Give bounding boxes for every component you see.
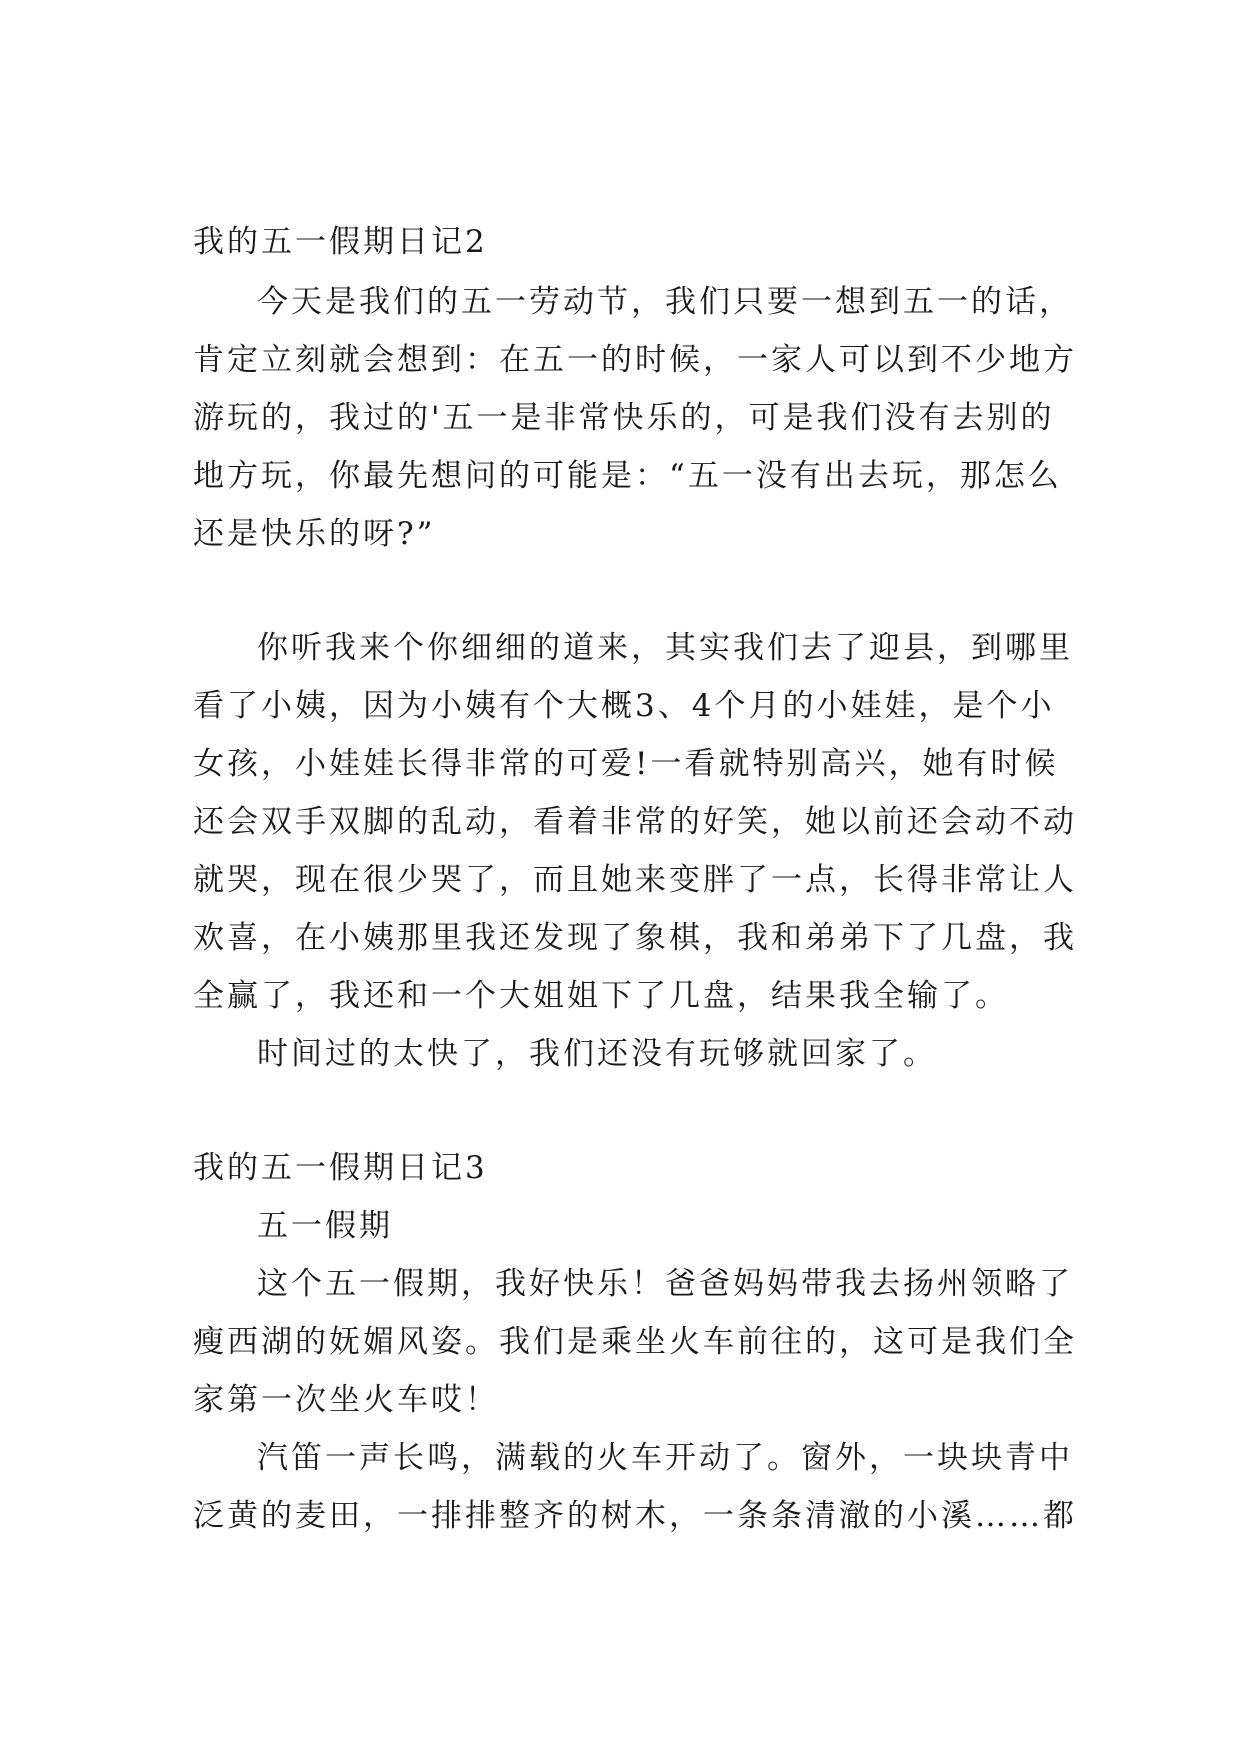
paragraph-line: 就哭，现在很少哭了，而且她来变胖了一点，长得非常让人 bbox=[193, 862, 1077, 898]
paragraph-line: 游玩的，我过的'五一是非常快乐的，可是我们没有去别的 bbox=[193, 400, 1055, 436]
paragraph-line: 汽笛一声长鸣，满载的火车开动了。窗外，一块块青中 bbox=[257, 1440, 1073, 1476]
paragraph-line: 全赢了，我还和一个大姐姐下了几盘，结果我全输了。 bbox=[193, 978, 1009, 1014]
paragraph-line: 还是快乐的呀?” bbox=[193, 516, 436, 552]
paragraph-line: 地方玩，你最先想问的可能是：“五一没有出去玩，那怎么 bbox=[193, 458, 1062, 494]
paragraph-line: 欢喜，在小姨那里我还发现了象棋，我和弟弟下了几盘，我 bbox=[193, 920, 1077, 956]
paragraph-line: 时间过的太快了，我们还没有玩够就回家了。 bbox=[257, 1036, 937, 1072]
paragraph-line: 家第一次坐火车哎！ bbox=[193, 1382, 499, 1418]
section-title: 我的五一假期日记2 bbox=[193, 224, 488, 260]
paragraph-line: 你听我来个你细细的道来，其实我们去了迎县，到哪里 bbox=[257, 630, 1073, 666]
paragraph-line: 看了小姨，因为小姨有个大概3、4个月的小娃娃，是个小 bbox=[193, 688, 1055, 724]
paragraph-line: 泛黄的麦田，一排排整齐的树木，一条条清澈的小溪……都 bbox=[193, 1498, 1077, 1534]
paragraph-line: 女孩，小娃娃长得非常的可爱!一看就特别高兴，她有时候 bbox=[193, 746, 1059, 782]
paragraph-line: 还会双手双脚的乱动，看着非常的好笑，她以前还会动不动 bbox=[193, 804, 1077, 840]
paragraph-line: 肯定立刻就会想到：在五一的时候，一家人可以到不少地方 bbox=[193, 342, 1077, 378]
section-subtitle: 五一假期 bbox=[257, 1208, 393, 1244]
paragraph-line: 今天是我们的五一劳动节，我们只要一想到五一的话， bbox=[257, 284, 1073, 320]
section-title: 我的五一假期日记3 bbox=[193, 1150, 488, 1186]
paragraph-line: 这个五一假期，我好快乐！爸爸妈妈带我去扬州领略了 bbox=[257, 1266, 1073, 1302]
paragraph-line: 瘦西湖的妩媚风姿。我们是乘坐火车前往的，这可是我们全 bbox=[193, 1324, 1077, 1360]
